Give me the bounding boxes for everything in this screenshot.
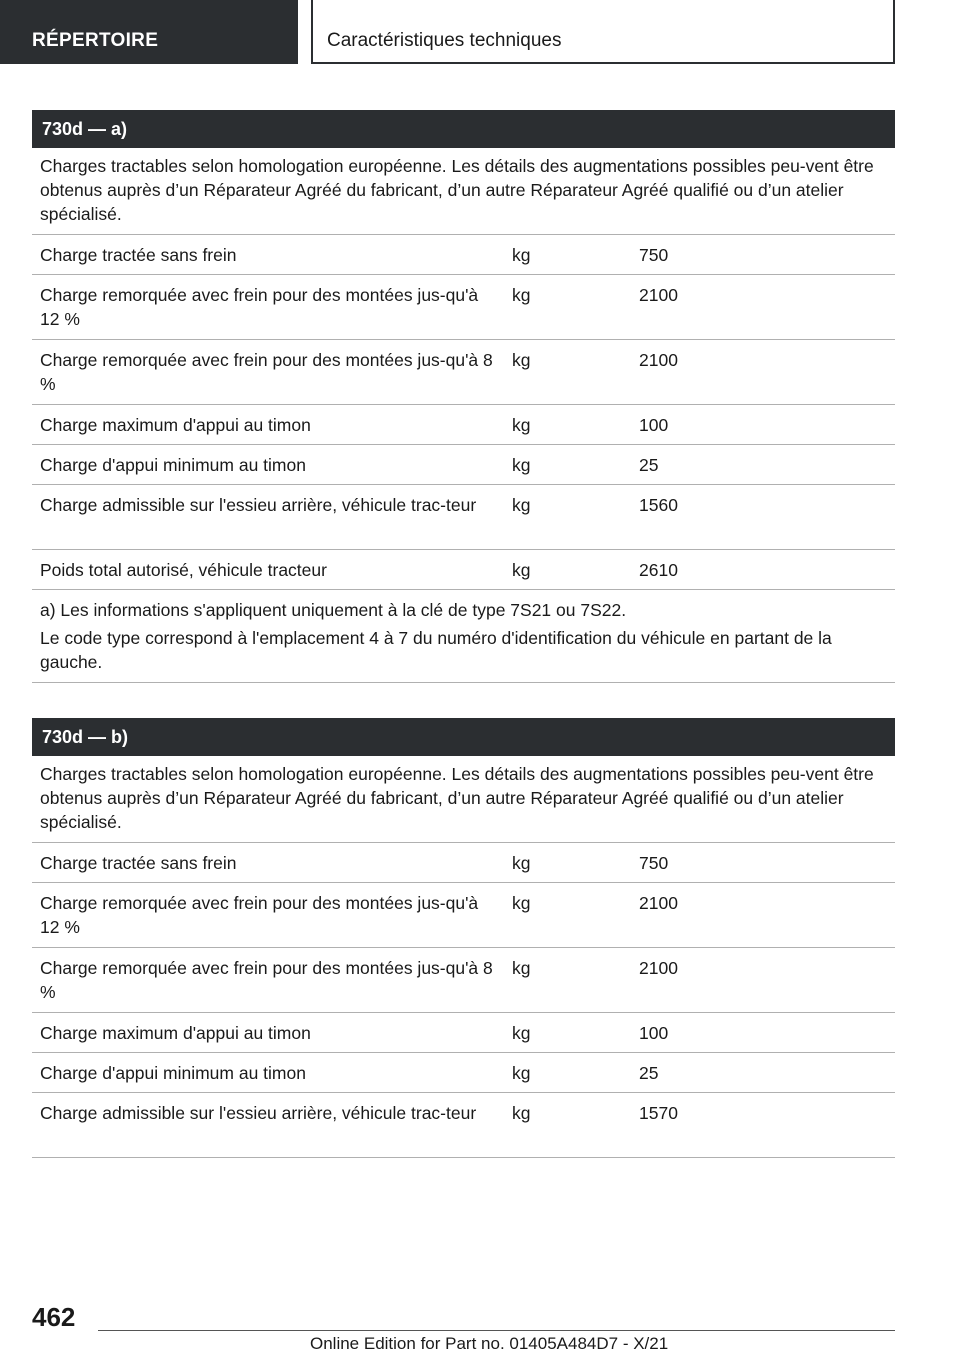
row-label: Poids total autorisé, véhicule tracteur xyxy=(40,560,327,580)
row-unit: kg xyxy=(512,495,531,515)
row-label: Charge admissible sur l'essieu arrière, véhicule trac-teur xyxy=(40,495,477,515)
row-value: 2100 xyxy=(639,285,678,305)
row-unit: kg xyxy=(512,455,531,475)
row-unit: kg xyxy=(512,350,531,370)
row-unit: kg xyxy=(512,560,531,580)
row-value: 2100 xyxy=(639,958,678,978)
row-value: 2610 xyxy=(639,560,678,580)
row-unit: kg xyxy=(512,1063,531,1083)
footnote: a) Les informations s'appliquent uniquement à la clé de type 7S21 ou 7S22. xyxy=(40,600,627,620)
row-label: Charge tractée sans frein xyxy=(40,245,237,265)
row-label: Charge maximum d'appui au timon xyxy=(40,415,311,435)
row-label: Charge remorquée avec frein pour des montées jus-qu'à 8 % xyxy=(40,350,493,394)
spec-table-730d-b xyxy=(32,718,895,1158)
table-row xyxy=(32,1013,895,1053)
chapter-title xyxy=(311,0,895,64)
row-value: 750 xyxy=(639,245,669,265)
page-number: 462 xyxy=(32,1302,76,1332)
row-unit: kg xyxy=(512,415,531,435)
spec-table-heading: 730d — a) xyxy=(32,110,895,148)
row-label: Charge remorquée avec frein pour des montées jus-qu'à 12 % xyxy=(40,893,479,937)
table-row xyxy=(32,235,895,275)
section-tab-label: RÉPERTOIRE xyxy=(32,30,159,51)
row-value: 100 xyxy=(639,415,669,435)
row-label: Charge d'appui minimum au timon xyxy=(40,1063,306,1083)
row-unit: kg xyxy=(512,893,531,913)
section-tab xyxy=(0,0,298,64)
table-row xyxy=(32,275,895,340)
row-unit: kg xyxy=(512,1103,531,1123)
table-row xyxy=(32,445,895,485)
row-value: 100 xyxy=(639,1023,669,1043)
row-unit: kg xyxy=(512,1023,531,1043)
row-value: 750 xyxy=(639,853,669,873)
row-unit: kg xyxy=(512,853,531,873)
chapter-title-text: Caractéristiques techniques xyxy=(327,30,562,51)
table-row xyxy=(32,1053,895,1093)
spec-table-intro: Charges tractables selon homologation européenne. Les détails des augmentations possibles peu-vent être obtenus auprès d’un Réparateur Agréé du fabricant, d’un autre Réparateur Agréé qualifié ou d’un atelier spécialisé. xyxy=(32,148,895,235)
row-value: 1560 xyxy=(639,495,678,515)
table-row xyxy=(32,1093,895,1158)
row-value: 25 xyxy=(639,455,659,475)
row-unit: kg xyxy=(512,245,531,265)
edition-footer: Online Edition for Part no. 01405A484D7 - X/21 xyxy=(310,1334,669,1353)
table-row xyxy=(32,550,895,590)
spec-table-heading: 730d — b) xyxy=(32,718,895,756)
row-unit: kg xyxy=(512,958,531,978)
table-row xyxy=(32,405,895,445)
row-value: 2100 xyxy=(639,350,678,370)
table-row xyxy=(32,485,895,550)
table-row xyxy=(32,340,895,405)
row-label: Charge remorquée avec frein pour des montées jus-qu'à 8 % xyxy=(40,958,493,1002)
row-unit: kg xyxy=(512,285,531,305)
table-row xyxy=(32,843,895,883)
table-row xyxy=(32,883,895,948)
footer-divider xyxy=(98,1330,895,1331)
table-row xyxy=(32,948,895,1013)
row-value: 25 xyxy=(639,1063,659,1083)
table-footnotes xyxy=(32,590,895,683)
footnote: Le code type correspond à l'emplacement 4 à 7 du numéro d'identification du véhicule en partant de la gauche. xyxy=(40,628,832,672)
row-value: 2100 xyxy=(639,893,678,913)
row-value: 1570 xyxy=(639,1103,678,1123)
row-label: Charge admissible sur l'essieu arrière, véhicule trac-teur xyxy=(40,1103,477,1123)
row-label: Charge maximum d'appui au timon xyxy=(40,1023,311,1043)
spec-table-intro: Charges tractables selon homologation européenne. Les détails des augmentations possibles peu-vent être obtenus auprès d’un Réparateur Agréé du fabricant, d’un autre Réparateur Agréé qualifié ou d’un atelier spécialisé. xyxy=(32,756,895,843)
row-label: Charge d'appui minimum au timon xyxy=(40,455,306,475)
row-label: Charge remorquée avec frein pour des montées jus-qu'à 12 % xyxy=(40,285,479,329)
row-label: Charge tractée sans frein xyxy=(40,853,237,873)
spec-table-730d-a xyxy=(32,110,895,683)
